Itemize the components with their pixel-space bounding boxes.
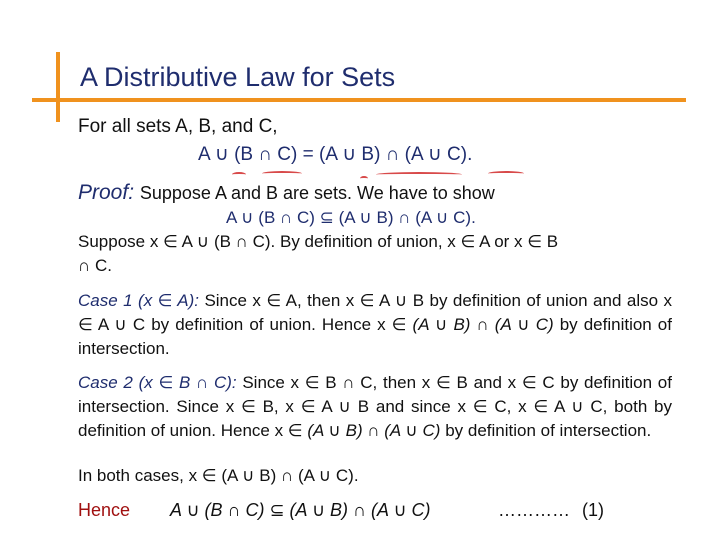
statement-formula: A ∪ (B ∩ C) = (A ∪ B) ∩ (A ∪ C). bbox=[198, 144, 473, 165]
case-1-paragraph bbox=[78, 289, 672, 361]
case-2-text-end: by definition of intersection. bbox=[440, 421, 652, 440]
case-2-paragraph bbox=[78, 371, 672, 443]
case-1-label: Case 1 (x ∈ A): bbox=[78, 291, 199, 310]
case-1-text-end: by definition of intersection. bbox=[78, 315, 672, 358]
statement-intro: For all sets A, B, and C, bbox=[78, 116, 278, 137]
case-2-text: Since x ∈ B ∩ C, then x ∈ B and x ∈ C by definition of intersection. Since x ∈ B, x ∈ A ∪ B and since x ∈ C, x ∈ A ∪ C, both by definition of union. Hence x ∈ bbox=[78, 373, 672, 440]
hence-label: Hence bbox=[78, 500, 131, 520]
equation-ref: (1) bbox=[582, 500, 604, 520]
to-show-formula: A ∪ (B ∩ C) ⊆ (A ∪ B) ∩ (A ∪ C). bbox=[226, 208, 476, 227]
accent-horizontal-bar bbox=[32, 98, 686, 102]
case-2-result: (A ∪ B) ∩ (A ∪ C) bbox=[307, 421, 441, 440]
hence-formula-text: A ∪ (B ∩ C) ⊆ (A ∪ B) ∩ (A ∪ C) bbox=[170, 500, 431, 520]
suppose-line-1: Suppose x ∈ A ∪ (B ∩ C). By definition of union, x ∈ A or x ∈ B bbox=[78, 232, 559, 251]
hence-formula bbox=[170, 500, 430, 521]
slide-title: A Distributive Law for Sets bbox=[80, 62, 396, 92]
both-cases-line: In both cases, x ∈ (A ∪ B) ∩ (A ∪ C). bbox=[78, 466, 359, 485]
suppose-line-2: ∩ C. bbox=[78, 256, 112, 275]
proof-line bbox=[78, 181, 495, 205]
hence-dots: ………… bbox=[498, 500, 570, 520]
proof-intro: Suppose A and B are sets. We have to show bbox=[139, 183, 495, 203]
accent-vertical-bar bbox=[56, 52, 60, 122]
proof-label: Proof: bbox=[78, 181, 135, 204]
underline-mark bbox=[488, 171, 524, 176]
underline-mark bbox=[262, 171, 302, 176]
case-2-label: Case 2 (x ∈ B ∩ C): bbox=[78, 373, 237, 392]
case-1-result: (A ∪ B) ∩ (A ∪ C) bbox=[412, 315, 554, 334]
case-1-text: Since x ∈ A, then x ∈ A ∪ B by definition of union and also x ∈ A ∪ C by definition of union. Hence x ∈ bbox=[78, 291, 673, 334]
underline-mark bbox=[376, 172, 462, 177]
underline-mark bbox=[232, 172, 246, 177]
